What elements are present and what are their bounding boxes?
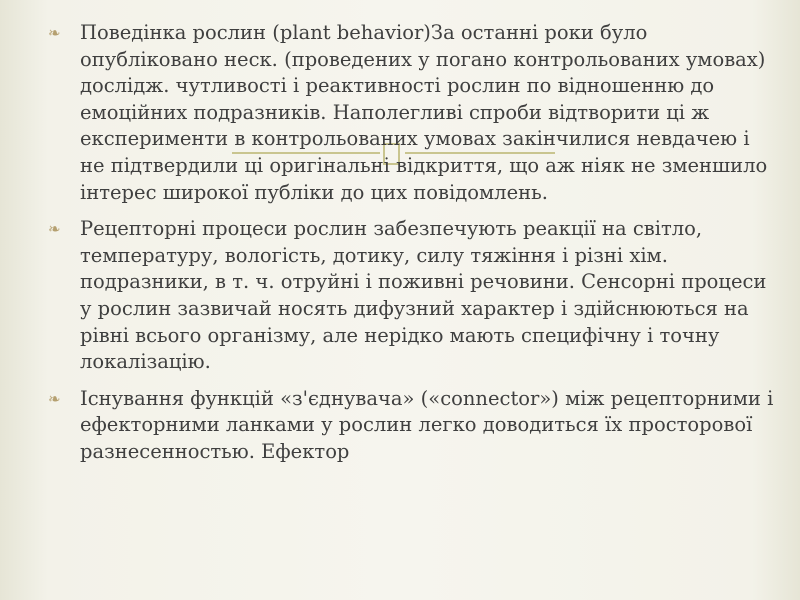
paragraph-text: Рецепторні процеси рослин забезпечують реакції на світло, температуру, вологість, дотику, силу тяжіння і різні хім. подразники, в т. ч. отруйні і поживні речовини. Сенсорні процеси у рослин зазвичай носять дифузний характер і здійснюються на рівні всього організму, але нерідко мають специфічну і точну локалізацію. [80,217,767,374]
fleuron-bullet-icon: ❧ [48,24,61,42]
fleuron-bullet-icon: ❧ [48,220,61,239]
slide-content [48,20,778,476]
fleuron-bullet-icon: ❧ [48,389,61,408]
paragraph-text: Поведінка рослин (plant behavior)За останні роки було опубліковано неск. (проведених у погано контрольованих умовах) дослідж. чутливості і реактивності рослин по відношенню до емоційних подразників. Наполегливі спроби відтворити ці ж експерименти в контрольованих умовах закінчилися невдачею і не підтвердили ці оригінальні відкриття, що аж ніяк не зменшило інтерес широкої публіки до цих повідомлень. [80,21,768,204]
bullet-paragraph-1 [48,20,778,206]
bullet-paragraph-3 [48,386,778,466]
paragraph-text: Існування функцій «з'єднувача» («connector») між рецепторними і ефекторними ланками у рослин легко доводиться їх просторової разнесенностью. Ефектор [80,386,774,463]
bullet-paragraph-2 [48,216,778,376]
